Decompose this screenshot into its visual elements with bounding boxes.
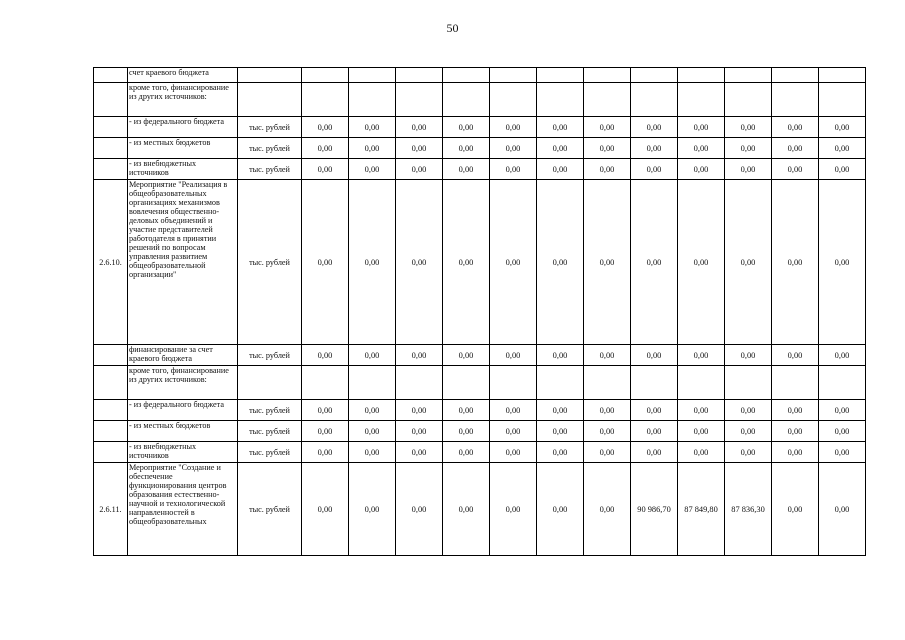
table-row xyxy=(94,421,866,442)
value-cell xyxy=(349,68,396,83)
value-cell xyxy=(490,68,537,83)
value-cell: 0,00 xyxy=(772,159,819,180)
value-cell xyxy=(584,83,631,117)
value-cell xyxy=(302,68,349,83)
value-cell: 0,00 xyxy=(819,463,866,556)
value-cell xyxy=(349,83,396,117)
row-unit: тыс. рублей xyxy=(238,138,302,159)
value-cell: 0,00 xyxy=(349,463,396,556)
value-cell: 0,00 xyxy=(584,138,631,159)
value-cell: 0,00 xyxy=(537,117,584,138)
value-cell: 0,00 xyxy=(537,400,584,421)
row-description: финансирование за счет краевого бюджета xyxy=(128,345,238,366)
row-unit: тыс. рублей xyxy=(238,345,302,366)
value-cell: 0,00 xyxy=(819,345,866,366)
value-cell: 0,00 xyxy=(490,400,537,421)
value-cell xyxy=(349,366,396,400)
value-cell: 0,00 xyxy=(396,180,443,345)
value-cell: 0,00 xyxy=(819,400,866,421)
value-cell xyxy=(537,83,584,117)
value-cell xyxy=(302,366,349,400)
value-cell: 0,00 xyxy=(490,421,537,442)
value-cell: 0,00 xyxy=(584,421,631,442)
value-cell: 0,00 xyxy=(302,117,349,138)
value-cell: 0,00 xyxy=(302,421,349,442)
value-cell xyxy=(725,366,772,400)
value-cell: 0,00 xyxy=(772,421,819,442)
value-cell: 0,00 xyxy=(443,400,490,421)
value-cell: 0,00 xyxy=(725,117,772,138)
row-code: 2.6.11. xyxy=(94,463,128,556)
value-cell: 0,00 xyxy=(819,159,866,180)
row-code xyxy=(94,117,128,138)
row-description: - из федерального бюджета xyxy=(128,400,238,421)
row-unit: тыс. рублей xyxy=(238,442,302,463)
row-description: счет краевого бюджета xyxy=(128,68,238,83)
value-cell: 0,00 xyxy=(584,400,631,421)
table-row xyxy=(94,345,866,366)
value-cell: 0,00 xyxy=(631,117,678,138)
table-row xyxy=(94,366,866,400)
value-cell xyxy=(631,68,678,83)
table-row xyxy=(94,442,866,463)
value-cell: 0,00 xyxy=(631,180,678,345)
value-cell: 0,00 xyxy=(443,138,490,159)
value-cell: 0,00 xyxy=(772,463,819,556)
value-cell xyxy=(443,68,490,83)
value-cell: 0,00 xyxy=(490,345,537,366)
row-description: - из местных бюджетов xyxy=(128,421,238,442)
value-cell xyxy=(772,68,819,83)
table-row xyxy=(94,463,866,556)
row-unit: тыс. рублей xyxy=(238,180,302,345)
value-cell: 0,00 xyxy=(302,159,349,180)
table-row xyxy=(94,83,866,117)
value-cell: 0,00 xyxy=(537,345,584,366)
value-cell: 0,00 xyxy=(584,180,631,345)
value-cell: 0,00 xyxy=(490,159,537,180)
value-cell: 0,00 xyxy=(349,159,396,180)
value-cell: 0,00 xyxy=(490,117,537,138)
value-cell: 0,00 xyxy=(302,442,349,463)
row-description: кроме того, финансирование из других источников: xyxy=(128,366,238,400)
row-code xyxy=(94,400,128,421)
row-description: - из внебюджетных источников xyxy=(128,159,238,180)
value-cell xyxy=(678,68,725,83)
value-cell: 0,00 xyxy=(443,180,490,345)
value-cell: 0,00 xyxy=(631,138,678,159)
value-cell: 0,00 xyxy=(396,463,443,556)
row-code xyxy=(94,159,128,180)
value-cell: 0,00 xyxy=(396,421,443,442)
page-number: 50 xyxy=(446,21,459,35)
value-cell xyxy=(443,366,490,400)
row-code xyxy=(94,68,128,83)
row-description: Мероприятие "Реализация в общеобразовательных организациях механизмов вовлечения общественно-деловых объединений и участие представителей работодателя в принятии решений по вопросам управления развитием общеобразовательной организации" xyxy=(128,180,238,345)
value-cell: 0,00 xyxy=(349,138,396,159)
value-cell: 0,00 xyxy=(772,117,819,138)
value-cell: 0,00 xyxy=(537,138,584,159)
value-cell: 0,00 xyxy=(490,463,537,556)
value-cell: 0,00 xyxy=(490,138,537,159)
value-cell: 0,00 xyxy=(349,400,396,421)
value-cell: 0,00 xyxy=(725,180,772,345)
value-cell: 0,00 xyxy=(678,345,725,366)
row-unit: тыс. рублей xyxy=(238,159,302,180)
value-cell: 0,00 xyxy=(631,400,678,421)
value-cell: 0,00 xyxy=(725,345,772,366)
value-cell: 0,00 xyxy=(772,138,819,159)
value-cell xyxy=(772,83,819,117)
value-cell: 0,00 xyxy=(302,345,349,366)
row-unit: тыс. рублей xyxy=(238,421,302,442)
value-cell: 0,00 xyxy=(396,345,443,366)
row-code xyxy=(94,442,128,463)
table-row xyxy=(94,180,866,345)
value-cell: 0,00 xyxy=(443,421,490,442)
value-cell: 0,00 xyxy=(443,442,490,463)
value-cell xyxy=(819,366,866,400)
value-cell: 0,00 xyxy=(584,345,631,366)
value-cell: 0,00 xyxy=(302,180,349,345)
row-unit: тыс. рублей xyxy=(238,463,302,556)
value-cell: 0,00 xyxy=(584,442,631,463)
value-cell: 0,00 xyxy=(396,159,443,180)
value-cell: 0,00 xyxy=(772,400,819,421)
value-cell xyxy=(631,83,678,117)
value-cell: 0,00 xyxy=(349,180,396,345)
value-cell: 87 849,80 xyxy=(678,463,725,556)
table-row xyxy=(94,117,866,138)
value-cell: 0,00 xyxy=(819,421,866,442)
row-code: 2.6.10. xyxy=(94,180,128,345)
value-cell: 0,00 xyxy=(725,138,772,159)
value-cell: 90 986,70 xyxy=(631,463,678,556)
value-cell: 0,00 xyxy=(537,421,584,442)
value-cell: 0,00 xyxy=(725,159,772,180)
row-unit xyxy=(238,68,302,83)
row-unit xyxy=(238,83,302,117)
value-cell xyxy=(490,366,537,400)
value-cell: 0,00 xyxy=(490,442,537,463)
value-cell: 0,00 xyxy=(349,117,396,138)
value-cell: 0,00 xyxy=(396,117,443,138)
value-cell: 0,00 xyxy=(302,138,349,159)
value-cell: 0,00 xyxy=(443,159,490,180)
value-cell: 0,00 xyxy=(772,180,819,345)
value-cell: 0,00 xyxy=(631,159,678,180)
value-cell: 0,00 xyxy=(584,463,631,556)
table-row xyxy=(94,68,866,83)
row-description: Мероприятие "Создание и обеспечение функционирования центров образования естественно-научной и технологической направленностей в общеобразовательных xyxy=(128,463,238,556)
value-cell xyxy=(678,366,725,400)
value-cell: 0,00 xyxy=(678,138,725,159)
value-cell: 0,00 xyxy=(678,442,725,463)
value-cell: 0,00 xyxy=(819,117,866,138)
value-cell: 0,00 xyxy=(349,421,396,442)
value-cell: 0,00 xyxy=(678,159,725,180)
table-body xyxy=(94,68,866,556)
value-cell: 0,00 xyxy=(678,400,725,421)
value-cell: 0,00 xyxy=(302,400,349,421)
value-cell: 0,00 xyxy=(631,442,678,463)
value-cell xyxy=(443,83,490,117)
value-cell xyxy=(396,366,443,400)
value-cell xyxy=(302,83,349,117)
value-cell xyxy=(631,366,678,400)
value-cell xyxy=(678,83,725,117)
value-cell xyxy=(396,68,443,83)
value-cell: 0,00 xyxy=(819,138,866,159)
row-description: - из местных бюджетов xyxy=(128,138,238,159)
value-cell: 0,00 xyxy=(490,180,537,345)
value-cell xyxy=(490,83,537,117)
value-cell: 0,00 xyxy=(772,442,819,463)
value-cell xyxy=(584,68,631,83)
value-cell: 0,00 xyxy=(396,400,443,421)
value-cell: 0,00 xyxy=(725,442,772,463)
value-cell: 0,00 xyxy=(443,117,490,138)
value-cell: 0,00 xyxy=(819,442,866,463)
value-cell xyxy=(396,83,443,117)
value-cell xyxy=(537,68,584,83)
row-description: - из федерального бюджета xyxy=(128,117,238,138)
value-cell: 0,00 xyxy=(725,421,772,442)
value-cell: 0,00 xyxy=(396,138,443,159)
row-code xyxy=(94,421,128,442)
budget-table xyxy=(93,67,866,556)
value-cell: 0,00 xyxy=(819,180,866,345)
value-cell: 0,00 xyxy=(537,463,584,556)
value-cell: 0,00 xyxy=(631,421,678,442)
table-row xyxy=(94,400,866,421)
table-row xyxy=(94,159,866,180)
table-row xyxy=(94,138,866,159)
value-cell: 0,00 xyxy=(584,117,631,138)
row-unit xyxy=(238,366,302,400)
row-unit: тыс. рублей xyxy=(238,400,302,421)
value-cell xyxy=(772,366,819,400)
value-cell: 0,00 xyxy=(631,345,678,366)
value-cell: 0,00 xyxy=(537,442,584,463)
row-code xyxy=(94,138,128,159)
value-cell: 0,00 xyxy=(678,421,725,442)
value-cell: 0,00 xyxy=(678,117,725,138)
row-code xyxy=(94,345,128,366)
value-cell xyxy=(584,366,631,400)
value-cell: 0,00 xyxy=(772,345,819,366)
value-cell: 0,00 xyxy=(349,345,396,366)
value-cell xyxy=(819,68,866,83)
value-cell: 0,00 xyxy=(443,345,490,366)
row-description: кроме того, финансирование из других источников: xyxy=(128,83,238,117)
value-cell: 0,00 xyxy=(396,442,443,463)
value-cell: 0,00 xyxy=(537,180,584,345)
value-cell: 0,00 xyxy=(725,400,772,421)
value-cell: 0,00 xyxy=(537,159,584,180)
row-code xyxy=(94,83,128,117)
value-cell: 0,00 xyxy=(678,180,725,345)
value-cell: 87 836,30 xyxy=(725,463,772,556)
value-cell xyxy=(725,83,772,117)
value-cell: 0,00 xyxy=(443,463,490,556)
row-code xyxy=(94,366,128,400)
row-description: - из внебюджетных источников xyxy=(128,442,238,463)
value-cell xyxy=(725,68,772,83)
row-unit: тыс. рублей xyxy=(238,117,302,138)
value-cell: 0,00 xyxy=(302,463,349,556)
value-cell xyxy=(537,366,584,400)
value-cell xyxy=(819,83,866,117)
value-cell: 0,00 xyxy=(349,442,396,463)
value-cell: 0,00 xyxy=(584,159,631,180)
